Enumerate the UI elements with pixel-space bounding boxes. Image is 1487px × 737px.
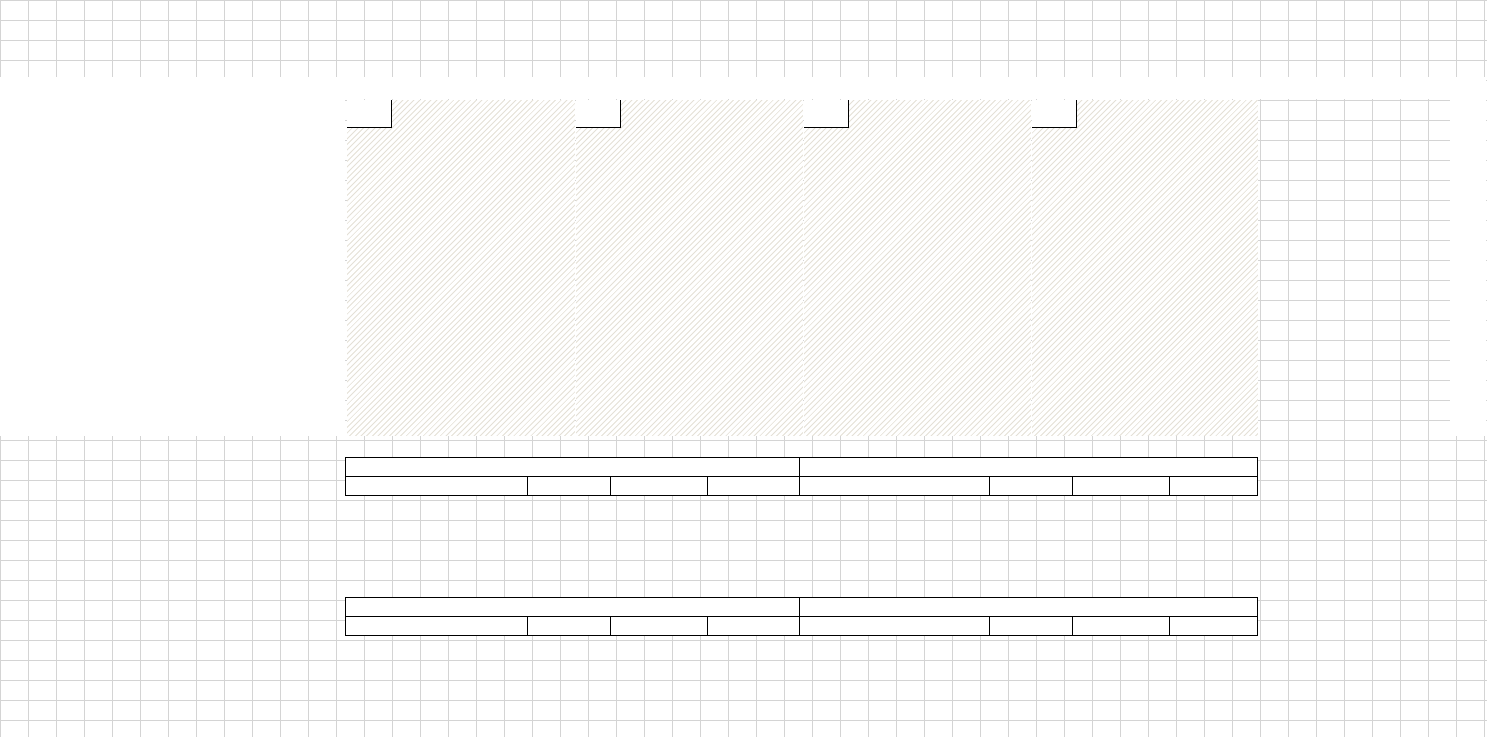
col-grid — [527, 477, 610, 496]
heat-cell-box — [347, 100, 392, 128]
over40-a-title — [346, 598, 800, 617]
heat-header-14 — [1089, 79, 1146, 99]
heat-cell-box — [576, 100, 621, 128]
heat-header-11 — [918, 79, 975, 99]
col-pos — [610, 477, 707, 496]
total-column-bg — [1450, 77, 1486, 436]
heat-header-15 — [1145, 79, 1202, 99]
over40-finals-table — [345, 597, 1258, 636]
heat-header-5 — [576, 79, 633, 99]
heat-cell-box — [804, 100, 849, 128]
col-grid — [990, 617, 1073, 636]
heat-header-2 — [404, 79, 461, 99]
heat-header-1 — [347, 79, 404, 99]
col-name — [346, 477, 528, 496]
col-pos — [1073, 477, 1170, 496]
over35-a-title — [346, 458, 800, 477]
over35-finals-table — [345, 457, 1258, 496]
col-gp — [707, 617, 800, 636]
col-pos — [1073, 617, 1170, 636]
heat-header-12 — [974, 79, 1031, 99]
over40-b-title — [800, 598, 1258, 617]
heat-header-16 — [1202, 79, 1259, 99]
col-gp — [1170, 617, 1258, 636]
rider-header — [30, 79, 168, 99]
heat-header-4 — [518, 79, 575, 99]
club-header — [170, 79, 310, 99]
heat-cell-box — [1032, 100, 1077, 128]
heat-block-4 — [1032, 100, 1258, 436]
over35-b-title — [800, 458, 1258, 477]
col-name — [346, 617, 528, 636]
rider-section-bg — [0, 77, 345, 436]
heat-header-7 — [690, 79, 747, 99]
col-gp — [707, 477, 800, 496]
heat-header-13 — [1032, 79, 1089, 99]
heat-header-3 — [461, 79, 518, 99]
heat-header-9 — [804, 79, 861, 99]
col-grid — [527, 617, 610, 636]
col-grid — [990, 477, 1073, 496]
col-name — [800, 477, 990, 496]
heat-header-6 — [633, 79, 690, 99]
heat-header-10 — [861, 79, 918, 99]
heat-block-3 — [804, 100, 1031, 436]
heat-block-1 — [347, 100, 575, 436]
col-gp — [1170, 477, 1258, 496]
col-name — [800, 617, 990, 636]
age-header — [312, 79, 346, 99]
heat-header-8 — [746, 79, 803, 99]
heat-block-2 — [576, 100, 803, 436]
col-pos — [610, 617, 707, 636]
total-header — [1452, 79, 1487, 99]
